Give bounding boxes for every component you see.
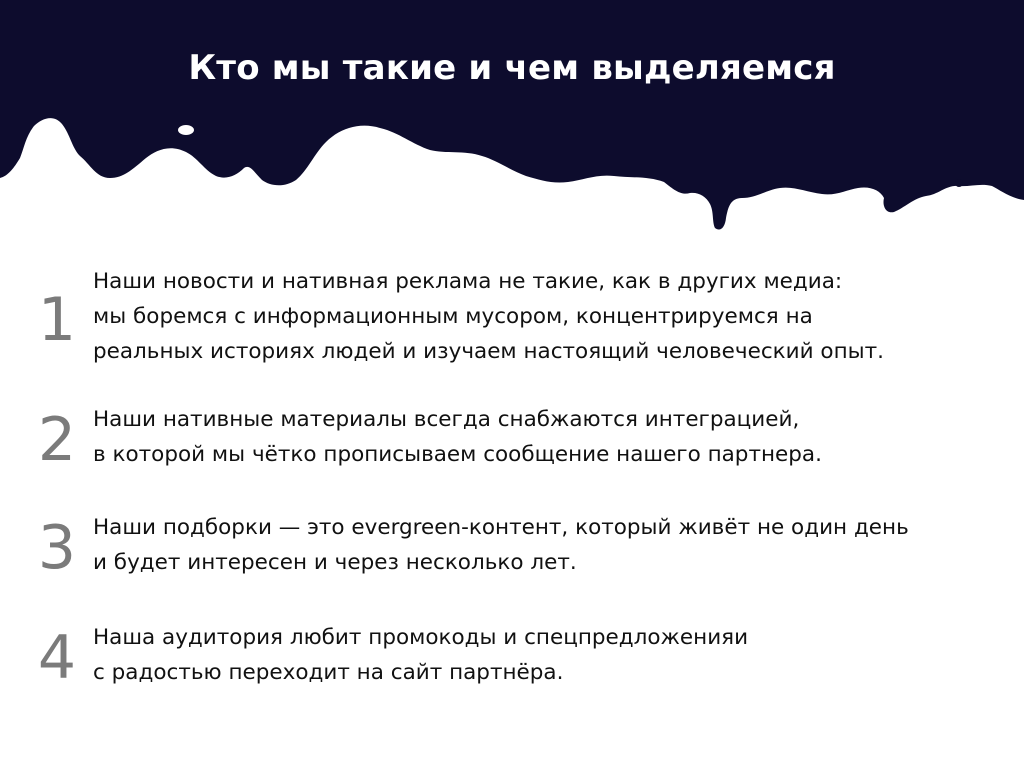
item-line: в которой мы чётко прописываем сообщение нашего партнера. xyxy=(93,442,822,467)
item-text xyxy=(93,510,1013,580)
item-line: и будет интересен и через несколько лет. xyxy=(93,550,577,575)
ink-splash-decoration xyxy=(0,0,1024,240)
item-number: 2 xyxy=(37,405,77,475)
item-line: Наши новости и нативная реклама не такие, как в других медиа: xyxy=(93,269,843,294)
item-number: 1 xyxy=(37,285,77,355)
item-line: реальных историях людей и изучаем настоящий человеческий опыт. xyxy=(93,339,884,364)
item-line: с радостью переходит на сайт партнёра. xyxy=(93,660,564,685)
item-text xyxy=(93,620,1013,690)
page-title: Кто мы такие и чем выделяемся xyxy=(188,48,836,88)
item-number: 3 xyxy=(37,513,77,583)
item-text xyxy=(93,402,1013,472)
item-line: Наши нативные материалы всегда снабжаются интеграцией, xyxy=(93,407,800,432)
header-banner xyxy=(0,0,1024,240)
item-text xyxy=(93,264,1013,369)
item-number: 4 xyxy=(37,623,77,693)
item-line: Наши подборки — это evergreen-контент, который живёт не один день xyxy=(93,515,909,540)
item-line: мы боремся с информационным мусором, концентрируемся на xyxy=(93,304,813,329)
item-line: Наша аудитория любит промокоды и спецпредложенияи xyxy=(93,625,749,650)
